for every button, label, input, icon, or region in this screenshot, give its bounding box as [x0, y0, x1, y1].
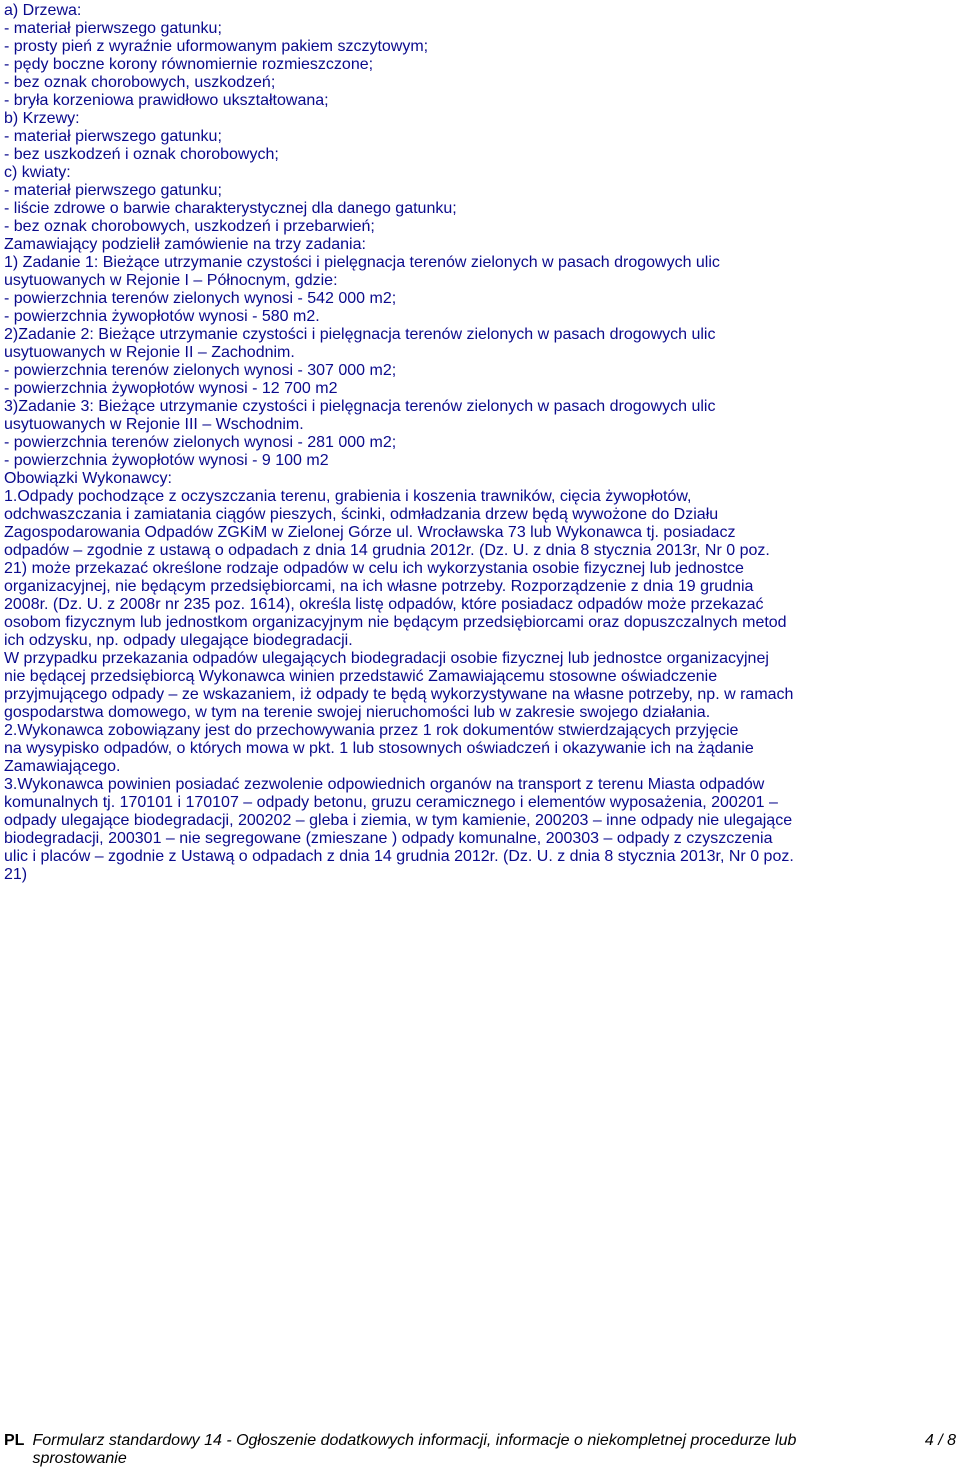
- text-line: na wysypisko odpadów, o których mowa w pkt. 1 lub stosownych oświadczeń i okazywanie ich na żądanie: [4, 740, 754, 757]
- text-line: organizacyjnej, nie będącym przedsiębiorcami, na ich własne potrzeby. Rozporządzenie z dnia 19 grudnia: [4, 578, 754, 595]
- text-line: - powierzchnia terenów zielonych wynosi - 281 000 m2;: [4, 434, 397, 451]
- text-line: - prosty pień z wyraźnie uformowanym pakiem szczytowym;: [4, 38, 429, 55]
- text-line: 2008r. (Dz. U. z 2008r nr 235 poz. 1614), określa listę odpadów, które posiadacz odpadów może przekazać: [4, 596, 764, 613]
- text-line: - pędy boczne korony równomiernie rozmieszczone;: [4, 56, 374, 73]
- text-line: - bez uszkodzeń i oznak chorobowych;: [4, 146, 279, 163]
- text-line: biodegradacji, 200301 – nie segregowane (zmieszane ) odpady komunalne, 200303 – odpady z czyszczenia: [4, 830, 773, 847]
- text-line: gospodarstwa domowego, w tym na terenie swojej nieruchomości lub w zakresie swojego działania.: [4, 704, 711, 721]
- text-line: - materiał pierwszego gatunku;: [4, 20, 222, 37]
- text-line: 2.Wykonawca zobowiązany jest do przechowywania przez 1 rok dokumentów stwierdzających przyjęcie: [4, 722, 739, 739]
- text-line: osobom fizycznym lub jednostkom organizacyjnym nie będącym przedsiębiorcami oraz dopuszczalnych metod: [4, 614, 787, 631]
- text-line: 1) Zadanie 1: Bieżące utrzymanie czystości i pielęgnacja terenów zielonych w pasach drogowych ulic: [4, 254, 720, 271]
- text-line: 21): [4, 866, 28, 883]
- text-line: Zamawiający podzielił zamówienie na trzy zadania:: [4, 236, 366, 253]
- footer-page-number: 4 / 8: [924, 1432, 956, 1449]
- text-line: Zamawiającego.: [4, 758, 121, 775]
- text-line: - powierzchnia terenów zielonych wynosi - 542 000 m2;: [4, 290, 397, 307]
- text-line: odchwaszczania i zamiatania ciągów pieszych, ścinki, odmładzania drzew będą wywożone do Działu: [4, 506, 719, 523]
- text-line: nie będącej przedsiębiorcą Wykonawca winien przedstawić Zamawiającemu stosowne oświadczenie: [4, 668, 718, 685]
- text-line: usytuowanych w Rejonie III – Wschodnim.: [4, 416, 304, 433]
- text-line: - materiał pierwszego gatunku;: [4, 182, 222, 199]
- text-line: usytuowanych w Rejonie I – Północnym, gdzie:: [4, 272, 338, 289]
- text-line: ich odzysku, np. odpady ulegające biodegradacji.: [4, 632, 353, 649]
- text-line: usytuowanych w Rejonie II – Zachodnim.: [4, 344, 295, 361]
- text-line: - bez oznak chorobowych, uszkodzeń;: [4, 74, 276, 91]
- text-line: 3)Zadanie 3: Bieżące utrzymanie czystości i pielęgnacja terenów zielonych w pasach drogowych ulic: [4, 398, 716, 415]
- text-line: komunalnych tj. 170101 i 170107 – odpady betonu, gruzu ceramicznego i elementów wyposażenia, 200201 –: [4, 794, 778, 811]
- footer-language: PL: [4, 1432, 25, 1449]
- text-line: a) Drzewa:: [4, 2, 82, 19]
- text-line: - bez oznak chorobowych, uszkodzeń i przebarwień;: [4, 218, 375, 235]
- text-line: 1.Odpady pochodzące z oczyszczania terenu, grabienia i koszenia trawników, cięcia żywopłotów,: [4, 488, 692, 505]
- text-line: - powierzchnia terenów zielonych wynosi - 307 000 m2;: [4, 362, 397, 379]
- text-line: 21) może przekazać określone rodzaje odpadów w celu ich wykorzystania osobie fizycznej lub jednostce: [4, 560, 744, 577]
- text-line: - powierzchnia żywopłotów wynosi - 9 100 m2: [4, 452, 329, 469]
- text-line: 3.Wykonawca powinien posiadać zezwolenie odpowiednich organów na transport z terenu Miasta odpadów: [4, 776, 765, 793]
- text-line: - powierzchnia żywopłotów wynosi - 580 m2.: [4, 308, 320, 325]
- text-line: Zagospodarowania Odpadów ZGKiM w Zielonej Górze ul. Wrocławska 73 lub Wykonawca tj. posiadacz: [4, 524, 736, 541]
- text-line: W przypadku przekazania odpadów ulegających biodegradacji osobie fizycznej lub jednostce organizacyjnej: [4, 650, 769, 667]
- footer-form-title: Formularz standardowy 14 - Ogłoszenie dodatkowych informacji, informacje o niekompletnej procedurze lub sprostowanie: [32, 1432, 797, 1467]
- text-line: - powierzchnia żywopłotów wynosi - 12 700 m2: [4, 380, 338, 397]
- text-line: - materiał pierwszego gatunku;: [4, 128, 222, 145]
- text-line: b) Krzewy:: [4, 110, 80, 127]
- text-line: ulic i placów – zgodnie z Ustawą o odpadach z dnia 14 grudnia 2012r. (Dz. U. z dnia 8 stycznia 2013r, Nr 0 poz.: [4, 848, 794, 865]
- text-line: przyjmującego odpady – ze wskazaniem, iż odpady te będą wykorzystywane na własne potrzeby, np. w ramach: [4, 686, 794, 703]
- text-line: Obowiązki Wykonawcy:: [4, 470, 172, 487]
- text-line: 2)Zadanie 2: Bieżące utrzymanie czystości i pielęgnacja terenów zielonych w pasach drogowych ulic: [4, 326, 716, 343]
- text-line: - liście zdrowe o barwie charakterystycznej dla danego gatunku;: [4, 200, 457, 217]
- text-line: c) kwiaty:: [4, 164, 71, 181]
- text-line: odpadów – zgodnie z ustawą o odpadach z dnia 14 grudnia 2012r. (Dz. U. z dnia 8 stycznia 2013r, Nr 0 poz.: [4, 542, 770, 559]
- page-footer: [4, 1432, 956, 1468]
- text-line: odpady ulegające biodegradacji, 200202 – gleba i ziemia, w tym kamienie, 200203 – inne odpady nie ulegające: [4, 812, 793, 829]
- document-body: [4, 2, 956, 884]
- text-line: - bryła korzeniowa prawidłowo ukształtowana;: [4, 92, 329, 109]
